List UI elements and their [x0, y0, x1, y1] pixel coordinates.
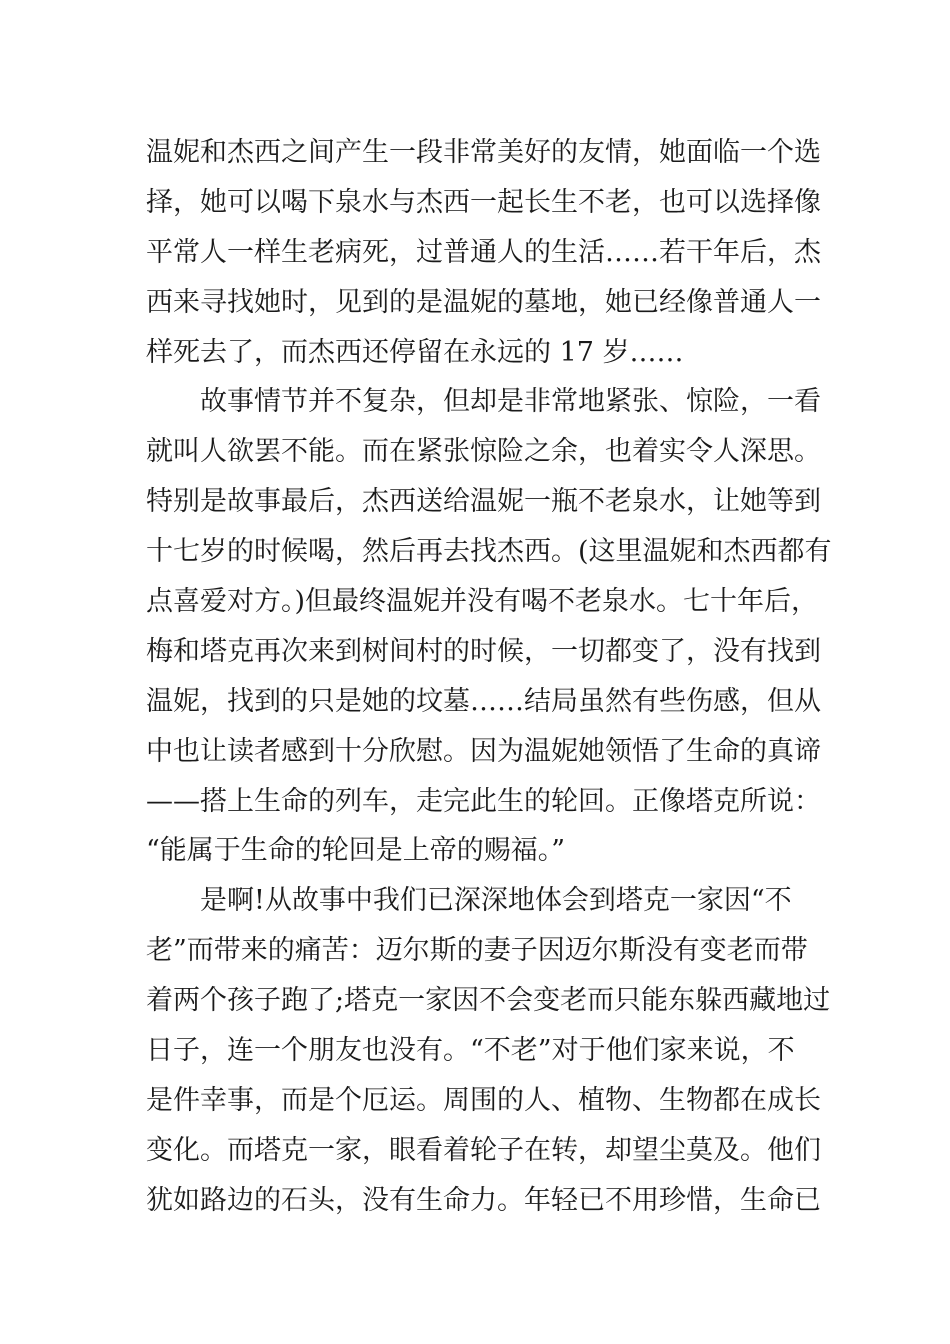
- text-line: 犹如路边的石头，没有生命力。年轻已不用珍惜，生命已: [146, 1184, 821, 1216]
- text-line: 变化。而塔克一家，眼看着轮子在转，却望尘莫及。他们: [146, 1134, 821, 1166]
- text-line: 西来寻找她时，见到的是温妮的墓地，她已经像普通人一: [146, 286, 821, 318]
- text-line: 温妮和杰西之间产生一段非常美好的友情，她面临一个选: [146, 137, 821, 168]
- document-body: [146, 128, 832, 1226]
- text-line: 温妮，找到的只是她的坟墓……结局虽然有些伤感，但从: [146, 685, 821, 717]
- text-line: “能属于生命的轮回是上帝的赐福。”: [146, 835, 566, 867]
- text-line: 平常人一样生老病死，过普通人的生活……若干年后，杰: [146, 236, 821, 268]
- text-line: 是件幸事，而是个厄运。周围的人、植物、生物都在成长: [146, 1084, 821, 1116]
- text-line: 故事情节并不复杂，但却是非常地紧张、惊险，一看: [200, 386, 821, 418]
- text-line: 十七岁的时候喝，然后再去找杰西。(这里温妮和杰西都有: [146, 536, 832, 568]
- text-line: 样死去了，而杰西还停留在永远的 17 岁……: [146, 336, 684, 368]
- text-line: 点喜爱对方。)但最终温妮并没有喝不老泉水。七十年后，: [146, 586, 819, 618]
- text-line: 梅和塔克再次来到树间村的时候，一切都变了，没有找到: [146, 635, 821, 667]
- text-line: 中也让读者感到十分欣慰。因为温妮她领悟了生命的真谛: [146, 735, 821, 767]
- text-line: 日子，连一个朋友也没有。“不老”对于他们家来说，不: [146, 1035, 795, 1067]
- text-line: 是啊!从故事中我们已深深地体会到塔克一家因“不: [200, 885, 792, 917]
- text-line: 择，她可以喝下泉水与杰西一起长生不老，也可以选择像: [146, 186, 821, 218]
- text-line: 着两个孩子跑了;塔克一家因不会变老而只能东躲西藏地过: [146, 985, 831, 1017]
- text-line: ——搭上生命的列车，走完此生的轮回。正像塔克所说：: [146, 785, 821, 817]
- text-line: 特别是故事最后，杰西送给温妮一瓶不老泉水，让她等到: [146, 486, 821, 518]
- text-line: 就叫人欲罢不能。而在紧张惊险之余，也着实令人深思。: [146, 436, 821, 468]
- text-line: 老”而带来的痛苦：迈尔斯的妻子因迈尔斯没有变老而带: [146, 935, 808, 967]
